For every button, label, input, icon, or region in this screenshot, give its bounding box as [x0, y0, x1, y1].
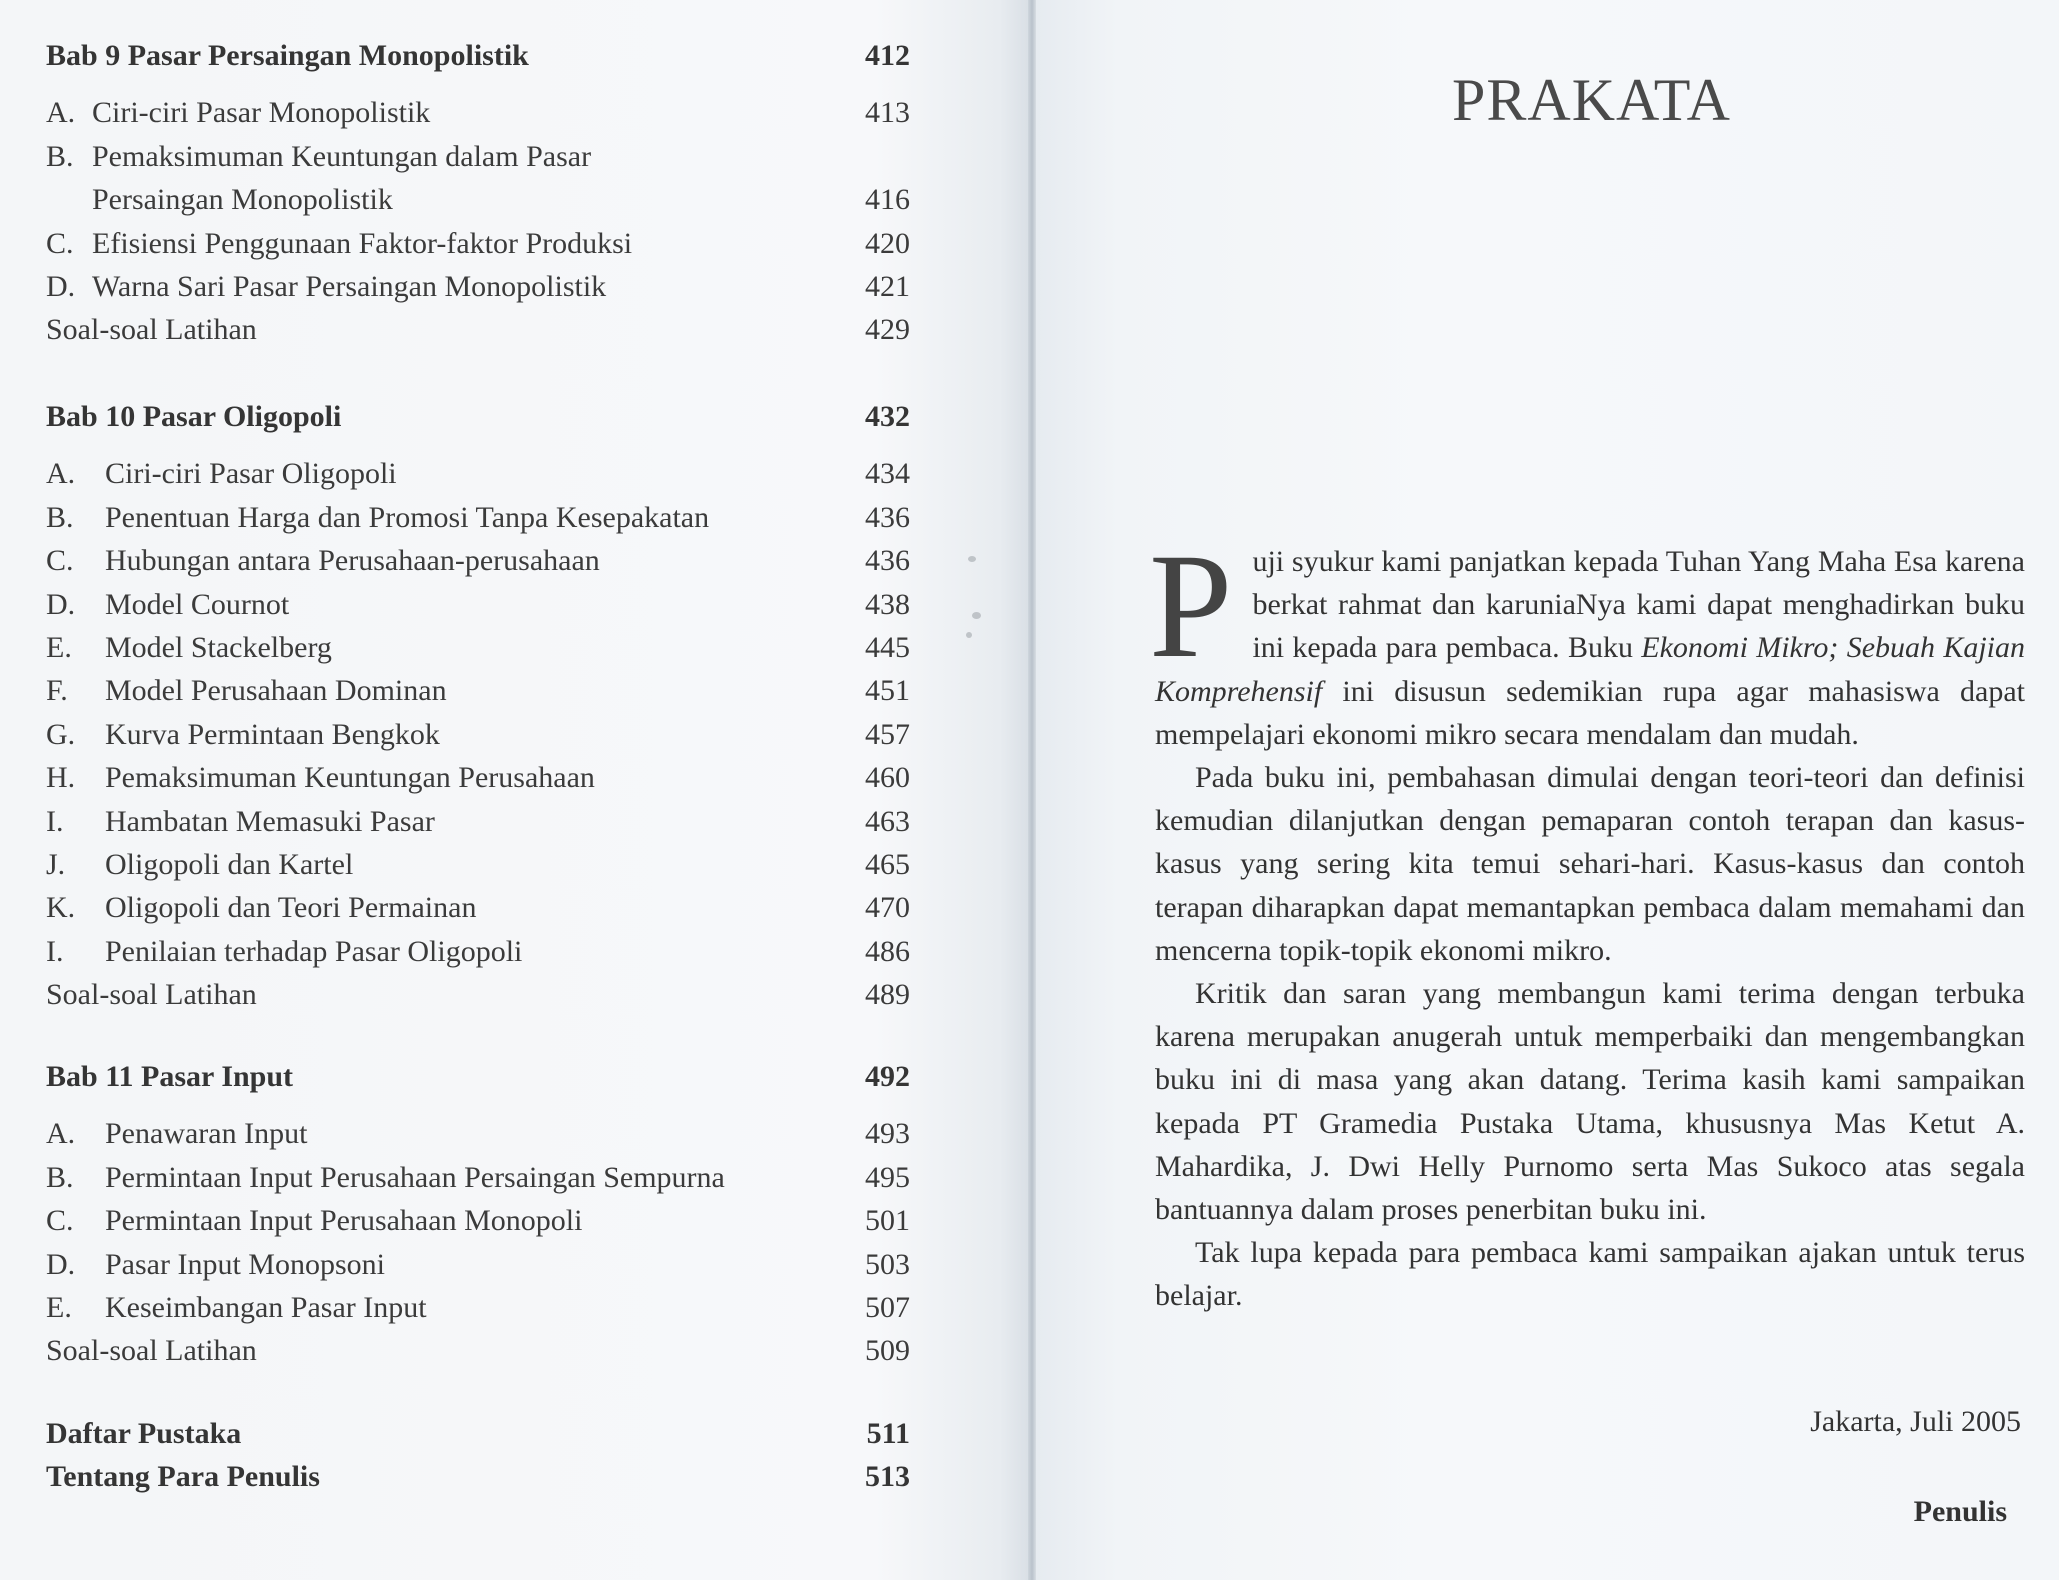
- toc-entry-letter: H.: [46, 761, 76, 795]
- toc-chapter-heading: [0, 395, 1030, 439]
- toc-entry-title: Oligopoli dan Teori Permainan: [105, 891, 477, 925]
- toc-entry-letter: I.: [46, 804, 64, 838]
- toc-entry: [0, 1199, 1030, 1243]
- toc-entry-letter: G.: [46, 717, 76, 751]
- toc-entry: [0, 452, 1030, 496]
- toc-page-number: 489: [865, 978, 910, 1012]
- toc-page-number: 413: [865, 96, 910, 130]
- toc-entry-letter: D.: [46, 270, 76, 303]
- place-and-date: Jakarta, Juli 2005: [1810, 1405, 2021, 1438]
- toc-entry-title: Hubungan antara Perusahaan-perusahaan: [105, 544, 600, 578]
- toc-chapter-heading: [0, 34, 1030, 78]
- toc-entry: [0, 135, 1030, 179]
- toc-entry: [0, 1156, 1030, 1200]
- toc-page-number: 420: [865, 226, 910, 260]
- toc-page-number: 511: [866, 1417, 910, 1450]
- toc-entry-letter: D.: [46, 587, 76, 621]
- toc-entry-title: Model Stackelberg: [105, 631, 332, 664]
- toc-entry-title: Penawaran Input: [105, 1117, 308, 1151]
- scan-smudge: [972, 612, 981, 619]
- toc-entry-title: Warna Sari Pasar Persaingan Monopolistik: [92, 270, 607, 303]
- scan-smudge: [966, 632, 972, 638]
- toc-entry: [0, 886, 1030, 930]
- toc-page-number: 493: [865, 1117, 910, 1151]
- toc-entry: [0, 626, 1030, 670]
- toc-page-number: 460: [865, 761, 910, 795]
- toc-entry-title: Pasar Input Monopsoni: [105, 1247, 385, 1281]
- toc-page-number: 463: [865, 804, 910, 838]
- toc-entry-title: Soal-soal Latihan: [46, 1334, 257, 1368]
- page-title: PRAKATA: [1452, 67, 1731, 134]
- preface-p1-start: uji syukur kami panjatkan kepada Tuhan Yang Maha Esa karena berkat rahmat dan karuniaNya kami dapat menghadirkan buku ini kepada para pembaca. Buku: [1252, 545, 2025, 665]
- toc-page-number: 503: [865, 1247, 910, 1281]
- toc-back-matter: [0, 1455, 1030, 1499]
- toc-page-number: 436: [865, 500, 910, 534]
- toc-chapter-title: Bab 11 Pasar Input: [46, 1060, 294, 1093]
- preface-body: [1149, 523, 2026, 1318]
- toc-entry-title: Penentuan Harga dan Promosi Tanpa Kesepakatan: [105, 500, 710, 534]
- toc-entry: [0, 973, 1030, 1017]
- toc-entry: [0, 91, 1030, 135]
- toc-page-number: 438: [865, 587, 910, 621]
- book-spine: [1028, 0, 1036, 1580]
- scan-smudge: [968, 556, 976, 562]
- preface-p1-end: ini disusun sedemikian rupa agar mahasiswa dapat mempelajari ekonomi mikro secara mendalam dan mudah.: [1155, 674, 2025, 751]
- toc-chapter-title: Bab 10 Pasar Oligopoli: [46, 400, 342, 433]
- toc-entry: [0, 1329, 1030, 1373]
- toc-entry-letter: B.: [46, 1160, 74, 1194]
- preface-paragraph-3: Kritik dan saran yang membangun kami terima dengan terbuka karena merupakan anugerah untuk memperbaiki dan mengembangkan buku ini di masa yang akan datang. Terima kasih kami sampaikan kepada PT Gramedia Pustaka Utama, khususnya Mas Ketut A. Mahardika, J. Dwi Helly Purnomo serta Mas Sukoco atas segala bantuannya dalam proses penerbitan buku ini.: [1155, 977, 2025, 1227]
- toc-entry-title: Model Cournot: [105, 587, 290, 621]
- book-title: Ekonomi Mikro; Sebuah Kajian Komprehensif: [1155, 631, 2026, 708]
- toc-entry-letter: I.: [46, 934, 64, 968]
- toc-page-number: 507: [865, 1291, 910, 1324]
- author-signature: Penulis: [1913, 1495, 2007, 1528]
- toc-entry-title: Pemaksimuman Keuntungan Perusahaan: [105, 761, 595, 795]
- toc-entry-title: Soal-soal Latihan: [46, 313, 257, 347]
- toc-entry-letter: D.: [46, 1247, 76, 1281]
- toc-entry-letter: B.: [46, 500, 74, 534]
- toc-entry-letter: K.: [46, 891, 76, 925]
- toc-entry-title: Kurva Permintaan Bengkok: [105, 717, 440, 751]
- toc-entry: [0, 800, 1030, 844]
- toc-entry-title: Oligopoli dan Kartel: [105, 848, 354, 881]
- toc-entry-title: Hambatan Memasuki Pasar: [105, 804, 435, 838]
- toc-entry-letter: A.: [46, 96, 76, 130]
- toc-entry-letter: B.: [46, 139, 74, 173]
- toc-chapter-title: Bab 9 Pasar Persaingan Monopolistik: [46, 39, 529, 72]
- toc-entry-letter: C.: [46, 226, 74, 260]
- toc-entry-letter: A.: [46, 457, 76, 491]
- toc-back-matter-title: Tentang Para Penulis: [46, 1460, 320, 1493]
- toc-page-number: 470: [865, 891, 910, 925]
- toc-entry-letter: A.: [46, 1117, 76, 1151]
- toc-entry-letter: E.: [46, 631, 72, 664]
- toc-entry-title: Ciri-ciri Pasar Oligopoli: [105, 457, 397, 491]
- toc-page-number: 501: [865, 1204, 910, 1238]
- toc-page-number: 434: [865, 457, 910, 491]
- preface-paragraph-4: Tak lupa kepada para pembaca kami sampaikan ajakan untuk terus belajar.: [1155, 1236, 2025, 1313]
- toc-page-number: 495: [865, 1160, 910, 1194]
- toc-page-number: 509: [865, 1334, 910, 1368]
- toc-entry-title: Pemaksimuman Keuntungan dalam Pasar: [92, 139, 592, 173]
- toc-entry: [0, 496, 1030, 540]
- toc-page-number: 513: [865, 1460, 910, 1493]
- toc-entry: [0, 1243, 1030, 1287]
- toc-page-number: 429: [865, 313, 910, 347]
- toc-entry-letter: C.: [46, 544, 74, 578]
- toc-page-number: 457: [865, 717, 910, 751]
- preface-paragraph-2: Pada buku ini, pembahasan dimulai dengan teori-teori dan definisi kemudian dilanjutkan dengan pemaparan contoh terapan dan kasus-kasus yang sering kita temui sehari-hari. Kasus-kasus dan contoh terapan diharapkan dapat memantapkan pembaca dalam memahami dan mencerna topik-topik ekonomi mikro.: [1155, 761, 2025, 967]
- toc-entry-letter: C.: [46, 1204, 74, 1238]
- toc-entry: [0, 930, 1030, 974]
- toc-page-number: 432: [865, 400, 910, 433]
- toc-entry: [0, 669, 1030, 713]
- toc-entry-title: Efisiensi Penggunaan Faktor-faktor Produksi: [92, 226, 633, 260]
- toc-entry: [0, 265, 1030, 309]
- toc-entry: [0, 308, 1030, 352]
- toc-page-number: 486: [865, 934, 910, 968]
- toc-page-number: 416: [865, 183, 910, 217]
- toc-entry-title: Soal-soal Latihan: [46, 978, 257, 1012]
- toc-page-number: 451: [865, 674, 910, 708]
- toc-entry: [0, 756, 1030, 800]
- toc-entry-title: Penilaian terhadap Pasar Oligopoli: [105, 934, 523, 968]
- toc-back-matter: [0, 1412, 1030, 1456]
- toc-entry: [0, 1112, 1030, 1156]
- toc-page-number: 445: [865, 631, 910, 664]
- toc-entry: [0, 713, 1030, 757]
- toc-entry-title: Permintaan Input Perusahaan Persaingan Sempurna: [105, 1160, 725, 1194]
- toc-entry: [0, 539, 1030, 583]
- toc-chapter-heading: [0, 1055, 1030, 1099]
- dropcap-letter: P: [1149, 523, 1233, 689]
- toc-page-number: 492: [865, 1060, 910, 1093]
- toc-entry-title: Persaingan Monopolistik: [92, 183, 393, 217]
- toc-entry-letter: E.: [46, 1291, 72, 1324]
- toc-entry-title: Model Perusahaan Dominan: [105, 674, 447, 708]
- toc-back-matter-title: Daftar Pustaka: [46, 1417, 242, 1450]
- toc-page-number: 421: [865, 270, 910, 303]
- toc-entry-letter: J.: [46, 848, 66, 881]
- toc-entry-title: Ciri-ciri Pasar Monopolistik: [92, 96, 431, 130]
- toc-entry: [0, 178, 1030, 222]
- toc-page-number: 412: [865, 39, 910, 72]
- toc-page-number: 465: [865, 848, 910, 881]
- toc-entry: [0, 1286, 1030, 1330]
- toc-entry: [0, 222, 1030, 266]
- toc-entry: [0, 583, 1030, 627]
- preface-paragraph-1: [1149, 523, 2026, 756]
- toc-entry-letter: F.: [46, 674, 68, 708]
- toc-entry-title: Keseimbangan Pasar Input: [105, 1291, 427, 1324]
- toc-page-number: 436: [865, 544, 910, 578]
- toc-entry-title: Permintaan Input Perusahaan Monopoli: [105, 1204, 583, 1238]
- toc-entry: [0, 843, 1030, 887]
